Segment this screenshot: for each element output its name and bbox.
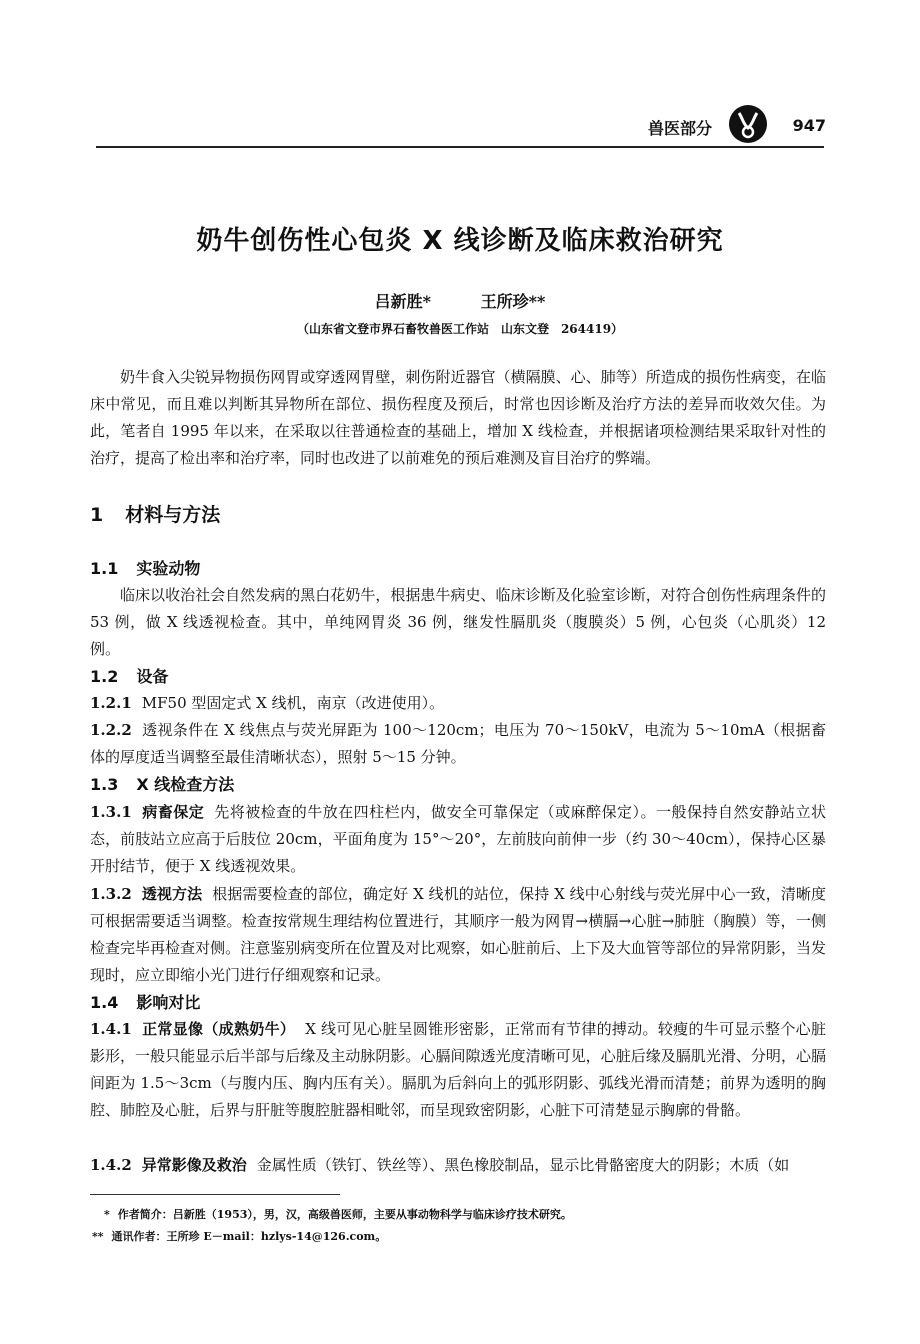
item-text: 根据需要检查的部位，确定好 X 线机的站位，保持 X 线中心射线与荧光屏中心一致，清晰度可根据需要适当调整。检查按常规生理结构位置进行，其顺序一般为网胃→横膈→心脏→肺脏（胸膜）等，一侧检查完毕再检查对侧。注意鉴别病变所在位置及对比观察，如心脏前后、上下及大血管等部位的异常阴影，当发现时，应立即缩小光门进行仔细观察和记录。 bbox=[90, 885, 826, 984]
section-label: 兽医部分 bbox=[647, 119, 712, 138]
subsection-title: 实验动物 bbox=[136, 559, 201, 578]
item-number: 1.2.1 bbox=[90, 694, 132, 712]
item-number: 1.4.2 bbox=[90, 1156, 132, 1174]
subsection-number: 1.4 bbox=[90, 993, 119, 1012]
subsection-heading-1-1 bbox=[90, 556, 200, 579]
item-number: 1.3.1 bbox=[90, 803, 132, 821]
subsection-title: X 线检查方法 bbox=[136, 775, 235, 794]
item-number: 1.2.2 bbox=[90, 721, 132, 739]
subsection-title: 影响对比 bbox=[136, 993, 201, 1012]
paragraph-1-2-2 bbox=[90, 717, 826, 771]
author-second: 王所珍** bbox=[480, 292, 546, 311]
footnote-text: 作者简介：吕新胜（1953），男，汉，高级兽医师，主要从事动物科学与临床诊疗技术研究。 bbox=[117, 1208, 572, 1221]
item-text: X 线可见心脏呈圆锥形密影，正常而有节律的搏动。较瘦的牛可显示整个心脏影形，一般只能显示后半部与后缘及主动脉阴影。心膈间隙透光度清晰可见，心脏后缘及膈肌光滑、分明，心膈间距为 1.5～3cm（与腹内压、胸内压有关）。膈肌为后斜向上的弧形阴影、弧线光滑而清楚；前界为透明的胸腔、肺腔及心脏，后界与肝脏等腹腔脏器相毗邻，而呈现致密阴影，心脏下可清楚显示胸廓的骨骼。 bbox=[90, 1020, 826, 1119]
footnote-author bbox=[104, 1206, 572, 1222]
author-first: 吕新胜* bbox=[374, 292, 432, 311]
header-rule bbox=[96, 146, 824, 148]
item-text: 透视条件在 X 线焦点与荧光屏距为 100～120cm；电压为 70～150kV，电流为 5～10mA（根据畜体的厚度适当调整至最佳清晰状态），照射 5～15 分钟。 bbox=[90, 721, 826, 766]
item-label: 透视方法 bbox=[141, 885, 203, 903]
footnote-correspondence bbox=[92, 1228, 386, 1244]
paragraph-1-3-1 bbox=[90, 799, 826, 880]
item-label: 异常影像及救治 bbox=[141, 1156, 247, 1174]
affiliation: （山东省文登市界石畜牧兽医工作站 山东文登 264419） bbox=[296, 322, 624, 336]
subsection-number: 1.2 bbox=[90, 667, 119, 686]
page-number: 947 bbox=[792, 116, 826, 135]
section-number: 1 bbox=[90, 504, 104, 526]
item-number: 1.4.1 bbox=[90, 1020, 132, 1038]
paragraph-1-2-1 bbox=[90, 690, 826, 717]
subsection-title: 设备 bbox=[136, 667, 169, 686]
subsection-number: 1.1 bbox=[90, 559, 119, 578]
footnote-text: 通讯作者：王所珍 E－mail：hzlys-14@126.com。 bbox=[111, 1230, 387, 1243]
item-label: 病畜保定 bbox=[141, 803, 205, 821]
section-title: 材料与方法 bbox=[125, 504, 221, 526]
footnote-mark: ** bbox=[92, 1230, 104, 1243]
intro-paragraph: 奶牛食入尖锐异物损伤网胃或穿透网胃壁，刺伤附近器官（横隔膜、心、肺等）所造成的损伤性病变，在临床中常见，而且难以判断其异物所在部位、损伤程度及预后，时常也因诊断及治疗方法的差异而收效欠佳。为此，笔者自 1995 年以来，在采取以往普通检查的基础上，增加 X 线检查，并根据诸项检测结果采取针对性的治疗，提高了检出率和治疗率，同时也改进了以前难免的预后难测及盲目治疗的弊端。 bbox=[90, 368, 826, 467]
subsection-number: 1.3 bbox=[90, 775, 119, 794]
item-text: MF50 型固定式 X 线机，南京（改进使用）。 bbox=[141, 694, 445, 712]
subsection-heading-1-3 bbox=[90, 772, 234, 795]
section-heading-1 bbox=[90, 500, 220, 527]
subsection-heading-1-2 bbox=[90, 664, 168, 687]
item-label: 正常显像（成熟奶牛） bbox=[141, 1020, 296, 1038]
item-number: 1.3.2 bbox=[90, 885, 132, 903]
subsection-heading-1-4 bbox=[90, 990, 200, 1013]
author-line bbox=[0, 289, 920, 312]
item-text: 金属性质（铁钉、铁丝等）、黑色橡胶制品，显示比骨骼密度大的阴影；木质（如 bbox=[256, 1156, 790, 1174]
paragraph-1-4-1 bbox=[90, 1016, 826, 1124]
footnote-mark: * bbox=[104, 1208, 110, 1221]
footnote-rule bbox=[90, 1194, 340, 1195]
paragraph-1-1: 临床以收治社会自然发病的黑白花奶牛，根据患牛病史、临床诊断及化验室诊断，对符合创伤性病理条件的 53 例，做 X 线透视检查。其中，单纯网胃炎 36 例，继发性膈肌炎（腹膜炎）5 例，心包炎（心肌炎）12 例。 bbox=[90, 586, 826, 658]
running-header bbox=[90, 104, 830, 144]
journal-logo-icon bbox=[728, 104, 768, 144]
paragraph-1-4-2 bbox=[90, 1152, 826, 1179]
item-text: 先将被检查的牛放在四柱栏内，做安全可靠保定（或麻醉保定）。一般保持自然安静站立状态，前肢站立应高于后肢位 20cm，平面角度为 15°～20°，左前肢向前伸一步（约 30～40cm），保持心区暴开肘结节，便于 X 线透视效果。 bbox=[90, 803, 826, 875]
paragraph-1-3-2 bbox=[90, 881, 826, 989]
paper-title: 奶牛创伤性心包炎 X 线诊断及临床救治研究 bbox=[196, 226, 724, 256]
